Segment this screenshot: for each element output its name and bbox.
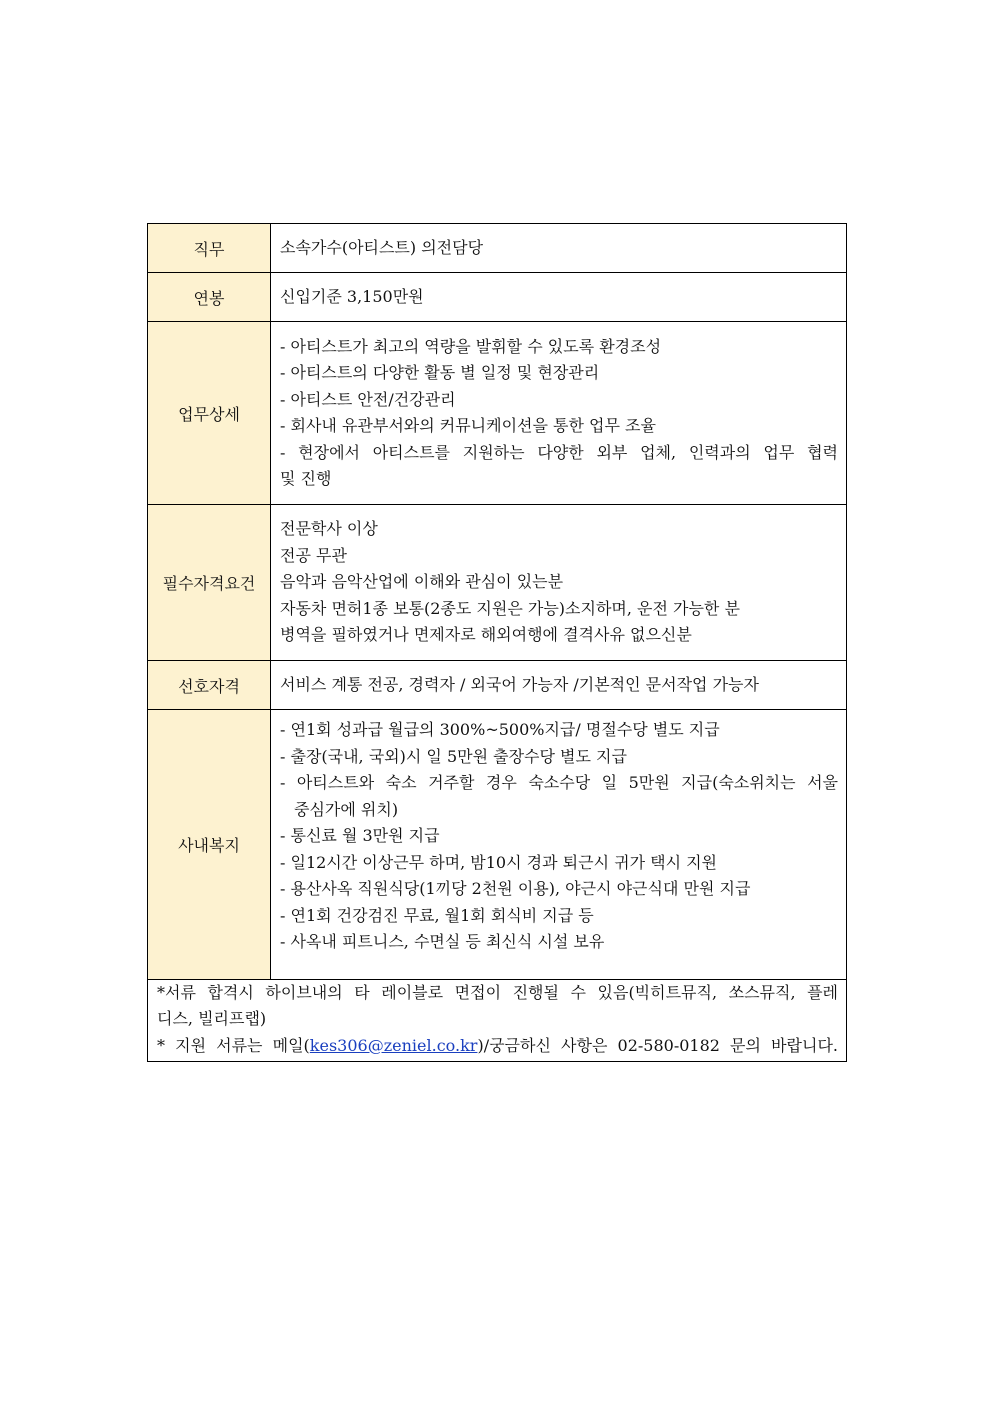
welfare-item: - 연1회 건강검진 무료, 월1회 회식비 지급 등 — [280, 905, 594, 925]
label-requirements: 필수자격요건 — [148, 505, 271, 661]
requirement-item: 자동차 면허1종 보통(2종도 지원은 가능)소지하며, 운전 가능한 분 — [280, 598, 740, 618]
note-contact-prefix: * 지원 서류는 메일( — [157, 1035, 310, 1055]
note-contact — [157, 1033, 838, 1059]
preferred-text: 서비스 계통 전공, 경력자 / 외국어 가능자 /기본적인 문서작업 가능자 — [280, 674, 759, 694]
notes-cell — [148, 980, 847, 1062]
label-job: 직무 — [148, 224, 271, 273]
requirement-item: 음악과 음악산업에 이해와 관심이 있는분 — [280, 572, 564, 592]
row-salary — [148, 273, 847, 322]
job-posting-table — [147, 223, 847, 1062]
value-job — [271, 224, 847, 273]
job-title-text: 소속가수(아티스트) 의전담당 — [280, 237, 484, 257]
duty-item-continuation: 및 진행 — [280, 469, 332, 488]
value-welfare — [271, 710, 847, 980]
welfare-item: - 용산사옥 직원식당(1끼당 2천원 이용), 야근시 야근식대 만원 지급 — [280, 879, 751, 899]
requirement-item: 전공 무관 — [280, 545, 347, 565]
welfare-item: - 아티스트와 숙소 거주할 경우 숙소수당 일 5만원 지급(숙소위치는 서울 — [280, 773, 838, 793]
salary-text: 신입기준 3,150만원 — [280, 286, 424, 306]
duty-item: - 회사내 유관부서와의 커뮤니케이션을 통한 업무 조율 — [280, 416, 656, 435]
label-preferred: 선호자격 — [148, 661, 271, 710]
row-requirements — [148, 505, 847, 661]
row-welfare — [148, 710, 847, 980]
row-notes — [148, 980, 847, 1062]
requirement-item: 병역을 필하였거나 면제자로 해외여행에 결격사유 없으신분 — [280, 625, 692, 645]
email-link[interactable]: kes306@zeniel.co.kr — [309, 1035, 478, 1055]
note-contact-suffix: )/궁금하신 사항은 02-580-0182 문의 바랍니다. — [477, 1035, 838, 1055]
value-salary — [271, 273, 847, 322]
welfare-item: - 일12시간 이상근무 하며, 밤10시 경과 퇴근시 귀가 택시 지원 — [280, 852, 718, 872]
label-duties: 업무상세 — [148, 322, 271, 505]
row-duties — [148, 322, 847, 505]
welfare-item: - 출장(국내, 국외)시 일 5만원 출장수당 별도 지급 — [280, 746, 627, 766]
duty-item: - 아티스트의 다양한 활동 별 일정 및 현장관리 — [280, 363, 600, 382]
welfare-item-continuation: 중심가에 위치) — [294, 799, 399, 819]
requirement-item: 전문학사 이상 — [280, 519, 378, 539]
value-requirements — [271, 505, 847, 661]
note-interview: *서류 합격시 하이브내의 타 레이블로 면접이 진행될 수 있음(빅히트뮤직, 쏘스뮤직, 플레 — [157, 983, 838, 1002]
row-job — [148, 224, 847, 273]
value-preferred — [271, 661, 847, 710]
duty-item: - 현장에서 아티스트를 지원하는 다양한 외부 업체, 인력과의 업무 협력 — [280, 442, 838, 462]
label-welfare: 사내복지 — [148, 710, 271, 980]
welfare-item: - 연1회 성과급 월급의 300%~500%지급/ 명절수당 별도 지급 — [280, 720, 720, 740]
row-preferred — [148, 661, 847, 710]
welfare-list — [280, 715, 838, 974]
value-duties — [271, 322, 847, 505]
label-salary: 연봉 — [148, 273, 271, 322]
duty-item: - 아티스트 안전/건강관리 — [280, 389, 456, 409]
welfare-item: - 사옥내 피트니스, 수면실 등 최신식 시설 보유 — [280, 932, 605, 952]
note-interview-continuation: 디스, 빌리프랩) — [157, 1009, 267, 1028]
duty-item: - 아티스트가 최고의 역량을 발휘할 수 있도록 환경조성 — [280, 336, 662, 356]
welfare-item: - 통신료 월 3만원 지급 — [280, 826, 440, 846]
